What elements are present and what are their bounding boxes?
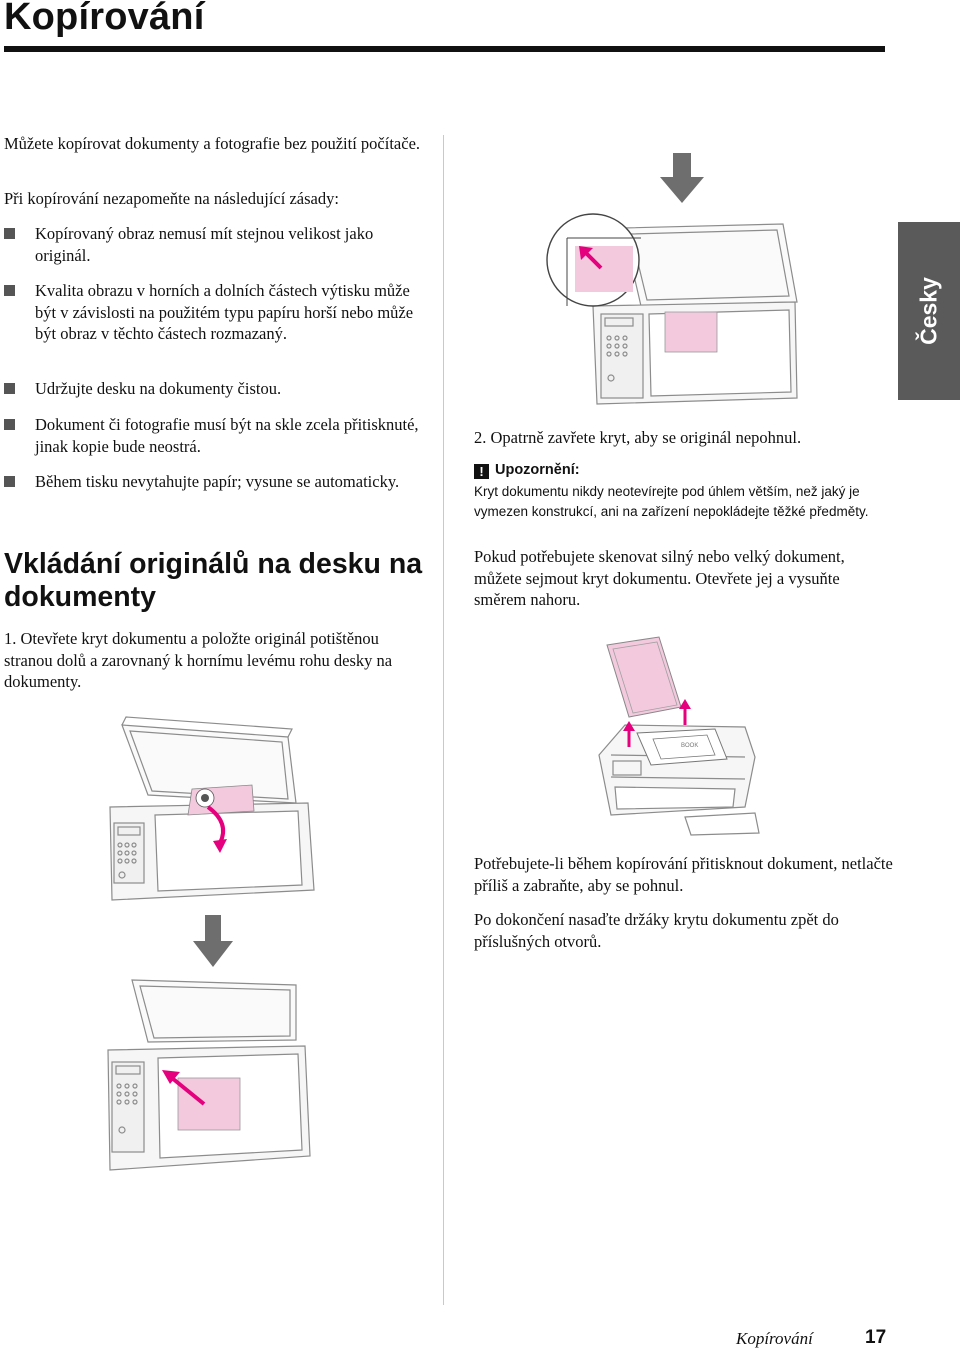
bullet-square-icon [4,228,15,239]
down-arrow-icon [660,153,704,205]
principles-lead: Při kopírování nezapomeňte na následující zásady: [4,189,339,208]
list-item-text: Během tisku nevytahujte papír; vysune se automaticky. [35,472,400,491]
intro-paragraph: Můžete kopírovat dokumenty a fotografie bez použití počítače. [4,134,421,153]
reattach-paragraph: Po dokončení nasaďte držáky krytu dokumentu zpět do příslušných otvorů. [474,910,839,951]
caution-icon: ! [474,464,489,479]
scanner-align-illustration [100,980,340,1185]
list-item-text: Dokument či fotografie musí být na skle zcela přitisknuté, jinak kopie bude neostrá. [35,415,419,456]
page-title: Kopírování [4,0,205,38]
list-item-text: Kvalita obrazu v horních a dolních částech výtisku může být v závislosti na použitém typu papíru horší nebo může být obraz v těchto částech rozmazaný. [35,281,414,343]
column-divider [443,135,444,1305]
step-2: 2. Opatrně zavřete kryt, aby se originál nepohnul. [474,428,802,447]
scanner-open-illustration [100,715,340,915]
step-1: 1. Otevřete kryt dokumentu a položte originál potištěnou stranou dolů a zarovnaný k hornímu levému rohu desky na dokumenty. [4,629,393,691]
press-document-paragraph: Potřebujete-li během kopírování přitisknout dokument, netlačte příliš a zabraňte, aby se pohnul. [474,854,893,895]
caution-heading-row [474,462,894,479]
bullet-square-icon [4,285,15,296]
page-number: 17 [865,1327,887,1348]
caution-text: Kryt dokumentu nikdy neotevírejte pod úhlem větším, než jaký je vymezen konstrukcí, ani na zařízení nepokládejte těžké předměty. [474,484,869,519]
list-item-text: Kopírovaný obraz nemusí mít stejnou velikost jako originál. [35,224,374,265]
section-heading: Vkládání originálů na desku na dokumenty [4,548,423,613]
scanner-corner-illustration [545,210,805,410]
caution-heading: Upozornění: [495,462,580,478]
book-label: BOOK [681,743,699,749]
language-tab-label: Česky [915,277,942,345]
printer-book-illustration [595,637,765,837]
bullet-square-icon [4,419,15,430]
down-arrow-icon [193,915,233,970]
thick-document-paragraph: Pokud potřebujete skenovat silný nebo velký dokument, můžete sejmout kryt dokumentu. Otevřete jej a vysuňte směrem nahoru. [474,547,845,609]
list-item-text: Udržujte desku na dokumenty čistou. [35,379,282,398]
bullet-square-icon [4,476,15,487]
caution-box [474,462,894,521]
bullet-square-icon [4,383,15,394]
footer-section-label: Kopírování [736,1329,813,1348]
language-tab [898,222,960,400]
title-rule [4,46,885,52]
